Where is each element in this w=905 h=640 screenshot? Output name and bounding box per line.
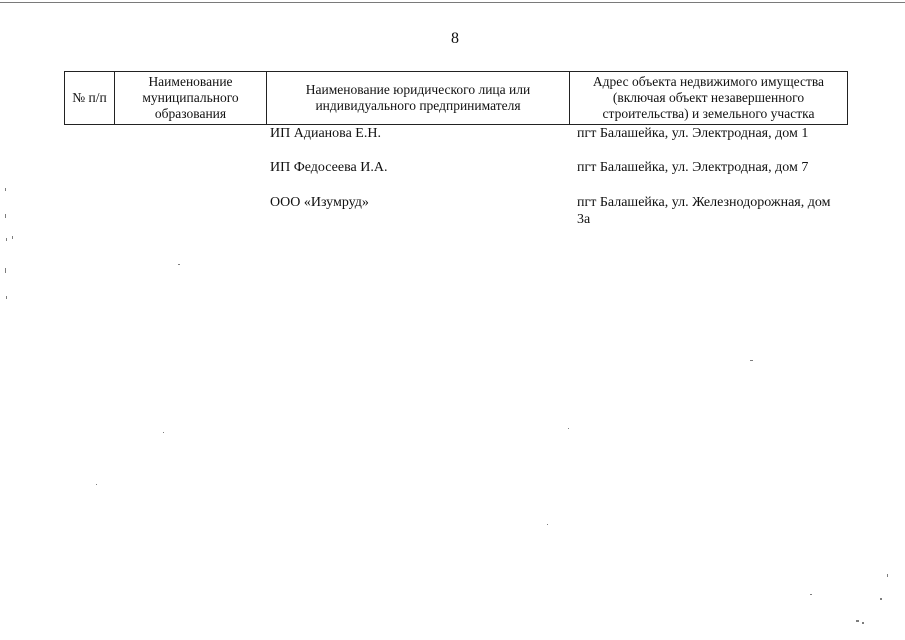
header-address: Адрес объекта недвижимого имущества (включая объект незавершенного строительства) и земельного участка: [570, 72, 848, 125]
header-number: № п/п: [65, 72, 115, 125]
row-1-entity: ИП Адианова Е.Н.: [270, 126, 381, 141]
row-3-address: пгт Балашейка, ул. Железнодорожная, дом 3а: [577, 195, 831, 227]
page-top-edge: [0, 2, 905, 3]
row-2-address: пгт Балашейка, ул. Электродная, дом 7: [577, 160, 809, 175]
row-3-entity: ООО «Изумруд»: [270, 195, 369, 210]
header-row: [65, 72, 848, 125]
table-header: [64, 71, 848, 125]
header-municipality: Наименование муниципального образования: [115, 72, 267, 125]
row-1-address: пгт Балашейка, ул. Электродная, дом 1: [577, 126, 809, 141]
header-entity-name: Наименование юридического лица или индивидуального предпринимателя: [267, 72, 570, 125]
page-number: 8: [451, 30, 459, 47]
row-2-entity: ИП Федосеева И.А.: [270, 160, 388, 175]
